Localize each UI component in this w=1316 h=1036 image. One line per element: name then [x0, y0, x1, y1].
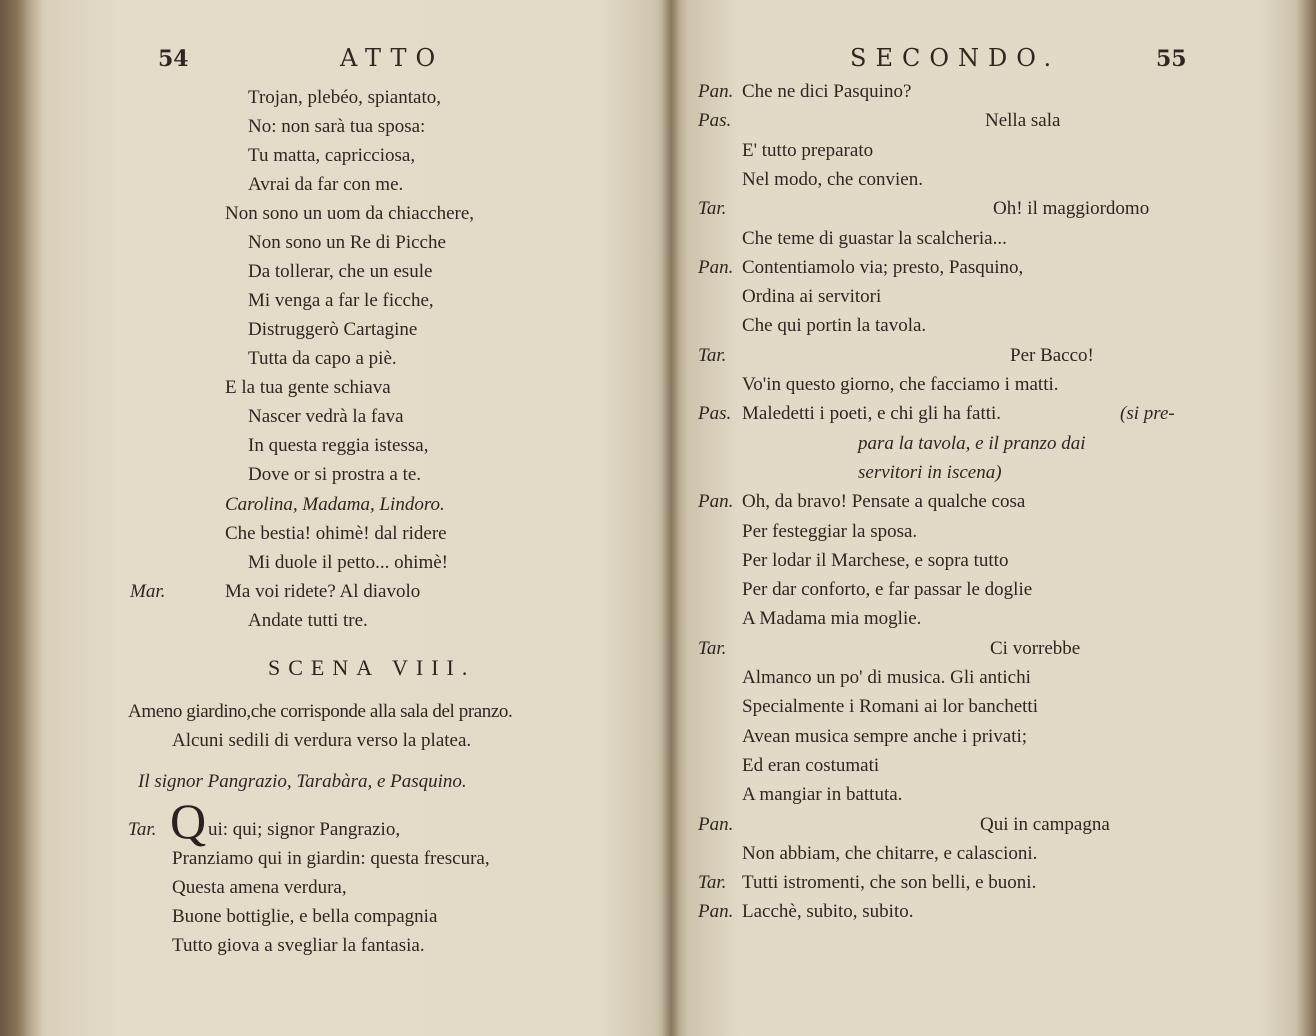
speaker-label: Tar. [698, 872, 727, 893]
verse-line: Ma voi ridete? Al diavolo [225, 581, 421, 602]
verse-line: Distruggerò Cartagine [248, 319, 418, 340]
verse-line: Non sono un uom da chiacchere, [225, 203, 475, 224]
verse-line: Tutti istromenti, che son belli, e buoni. [742, 872, 1037, 893]
speaker-label: Tar. [698, 638, 727, 659]
verse-line: E' tutto preparato [742, 140, 874, 161]
verse-line: Per Bacco! [1010, 345, 1094, 366]
verse-line: Che ne dici Pasquino? [742, 81, 912, 102]
verse-line: Oh! il maggiordomo [993, 198, 1150, 219]
characters-list: Il signor Pangrazio, Tarabàra, e Pasquino. [138, 771, 467, 792]
verse-line: Questa amena verdura, [172, 877, 347, 898]
speaker-label: Pas. [698, 110, 732, 131]
verse-line: Vo'in questo giorno, che facciamo i matti. [742, 374, 1059, 395]
stage-direction: servitori in iscena) [858, 462, 1002, 483]
verse-line: Buone bottiglie, e bella compagnia [172, 906, 438, 927]
verse-line-characters: Carolina, Madama, Lindoro. [225, 494, 445, 515]
scene-title: SCENA VIII. [268, 655, 476, 680]
stage-direction: (si pre- [1120, 403, 1175, 424]
verse-line: Lacchè, subito, subito. [742, 901, 914, 922]
verse-line: Avean musica sempre anche i privati; [742, 726, 1028, 747]
speaker-label: Tar. [128, 819, 157, 840]
left-page-number: 54 [158, 46, 189, 72]
verse-line: Nella sala [985, 110, 1061, 131]
verse-line: E la tua gente schiava [225, 377, 391, 398]
left-running-header: ATTO [340, 44, 445, 72]
right-running-header: SECONDO. [850, 44, 1061, 72]
verse-line: Mi duole il petto... ohimè! [248, 552, 449, 573]
verse-line: Dove or si prostra a te. [248, 464, 422, 485]
speaker-label: Pan. [698, 257, 734, 278]
speaker-label: Pan. [698, 814, 734, 835]
right-page-number: 55 [1156, 46, 1187, 72]
verse-line: Tutta da capo a piè. [248, 348, 397, 369]
verse-line: Per lodar il Marchese, e sopra tutto [742, 550, 1009, 571]
verse-line: Nascer vedrà la fava [248, 406, 404, 427]
speaker-label: Tar. [698, 198, 727, 219]
verse-line: A Madama mia moglie. [742, 608, 922, 629]
verse-line: Qui in campagna [980, 814, 1110, 835]
verse-line: Che teme di guastar la scalcheria... [742, 228, 1007, 249]
left-page [40, 0, 665, 1036]
verse-line: Ci vorrebbe [990, 638, 1081, 659]
verse-line: Nel modo, che convien. [742, 169, 923, 190]
verse-line: In questa reggia istessa, [248, 435, 429, 456]
right-page [680, 0, 1300, 1036]
stage-direction: para la tavola, e il pranzo dai [858, 433, 1086, 454]
verse-line: Tutto giova a svegliar la fantasia. [172, 935, 425, 956]
verse-line: Che qui portin la tavola. [742, 315, 927, 336]
verse-line: Trojan, plebéo, spiantato, [248, 87, 441, 108]
drop-cap: Q [170, 793, 207, 849]
verse-line: Mi venga a far le ficche, [248, 290, 434, 311]
verse-line: Almanco un po' di musica. Gli antichi [742, 667, 1031, 688]
verse-line: Specialmente i Romani ai lor banchetti [742, 696, 1038, 717]
verse-line: A mangiar in battuta. [742, 784, 903, 805]
stage-direction: Ameno giardino,che corrisponde alla sala del pranzo. [128, 701, 513, 722]
verse-line: Per dar conforto, e far passar le doglie [742, 579, 1033, 600]
verse-line: Per festeggiar la sposa. [742, 521, 918, 542]
verse-line: Maledetti i poeti, e chi gli ha fatti. [742, 403, 1002, 424]
verse-line: Ordina ai servitori [742, 286, 882, 307]
verse-line: Tu matta, capricciosa, [248, 145, 416, 166]
speaker-label: Tar. [698, 345, 727, 366]
verse-line: Andate tutti tre. [248, 610, 368, 631]
verse-line: Pranziamo qui in giardin: questa frescura, [172, 848, 490, 869]
speaker-label: Pan. [698, 81, 734, 102]
verse-line: Contentiamolo via; presto, Pasquino, [742, 257, 1024, 278]
speaker-label: Pas. [698, 403, 732, 424]
speaker-label: Mar. [130, 581, 166, 602]
verse-line: Oh, da bravo! Pensate a qualche cosa [742, 491, 1026, 512]
stage-direction: Alcuni sedili di verdura verso la platea. [172, 730, 472, 751]
verse-line: Da tollerar, che un esule [248, 261, 433, 282]
verse-line: Ed eran costumati [742, 755, 880, 776]
verse-line: No: non sarà tua sposa: [248, 116, 426, 137]
speaker-label: Pan. [698, 491, 734, 512]
speaker-label: Pan. [698, 901, 734, 922]
verse-line: Avrai da far con me. [248, 174, 404, 195]
verse-line: ui: qui; signor Pangrazio, [208, 819, 401, 840]
verse-line: Che bestia! ohimè! dal ridere [225, 523, 447, 544]
verse-line: Non sono un Re di Picche [248, 232, 446, 253]
verse-line: Non abbiam, che chitarre, e calascioni. [742, 843, 1038, 864]
